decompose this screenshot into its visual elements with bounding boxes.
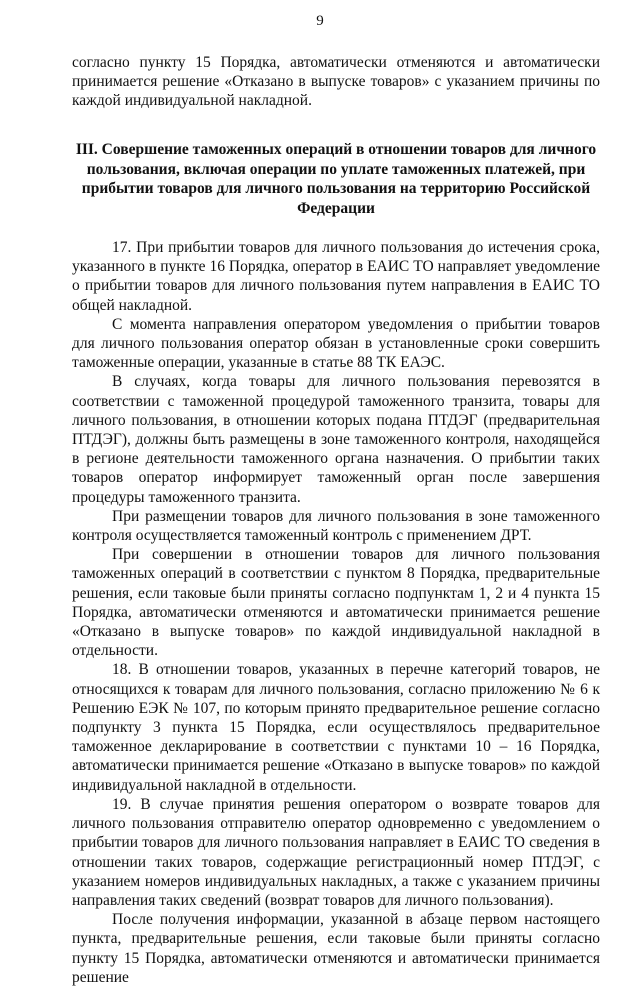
section-heading: III. Совершение таможенных операций в отношении товаров для личного пользования, включая операции по уплате таможенных платежей, при прибытии товаров для личного пользования на территорию Российской Федерации [75,141,597,217]
paragraph-18: 18. В отношении товаров, указанных в перечне категорий товаров, не относящихся к товарам для личного пользования, согласно приложению № 6 к Решению ЕЭК № 107, по которым принято предварительное решение согласно подпункту 3 пункта 15 Порядка, если осуществлялось предварительное таможенное декларирование в соответствии с пунктами 10 – 16 Порядка, автоматически принимается решение «Отказано в выпуске товаров» по каждой индивидуальной накладной в отдельности. [72,661,600,794]
paragraph-17-transit: В случаях, когда товары для личного пользования перевозятся в соответствии с таможенной процедурой таможенного транзита, товары для личного пользования, в отношении которых подана ПТДЭГ (предварительная ПТДЭГ), должны быть размещены в зоне таможенного контроля, находящейся в регионе деятельности таможенного органа назначения. О прибытии таких товаров оператор информирует таможенный орган после завершения процедуры таможенного транзита. [72,373,600,506]
intro-paragraph-container [72,53,600,111]
paragraph-17-operations: При совершении в отношении товаров для личного пользования таможенных операций в соответствии с пунктом 8 Порядка, предварительные решения, если таковые были приняты согласно подпунктам 1, 2 и 4 пункта 15 Порядка, автоматически отменяются и автоматически принимается решение «Отказано в выпуске товаров» по каждой индивидуальной накладной в отдельности. [72,546,600,660]
paragraph-19-after: После получения информации, указанной в абзаце первом настоящего пункта, предварительные решения, если таковые были приняты согласно пункту 15 Порядка, автоматически отменяются и автоматически принимается решение [72,911,600,986]
paragraph-19: 19. В случае принятия решения оператором о возврате товаров для личного пользования отправителю оператор одновременно с уведомлением о прибытии товаров для личного пользования направляет в ЕАИС ТО сведения в отношении таких товаров, содержащие регистрационный номер ПТДЭГ, с указанием номеров индивидуальных накладных, а также с указанием причины направления таких сведений (возврат товаров для личного пользования). [72,795,600,909]
intro-paragraph: согласно пункту 15 Порядка, автоматически отменяются и автоматически принимается решение «Отказано в выпуске товаров» с указанием причины по каждой индивидуальной накладной. [72,54,600,110]
paragraph-17-notice: С момента направления оператором уведомления о прибытии товаров для личного пользования оператор обязан в установленные сроки совершить таможенные операции, указанные в статье 88 ТК ЕАЭС. [72,315,600,372]
paragraph-17: 17. При прибытии товаров для личного пользования до истечения срока, указанного в пункте 16 Порядка, оператор в ЕАИС ТО направляет уведомление о прибытии товаров для личного пользования путем направления в ЕАИС ТО общей накладной. [72,239,600,314]
section-body [72,238,600,987]
paragraph-17-placement: При размещении товаров для личного пользования в зоне таможенного контроля осуществляется таможенный контроль с применением ДРТ. [72,507,600,545]
page-number: 9 [316,13,324,29]
